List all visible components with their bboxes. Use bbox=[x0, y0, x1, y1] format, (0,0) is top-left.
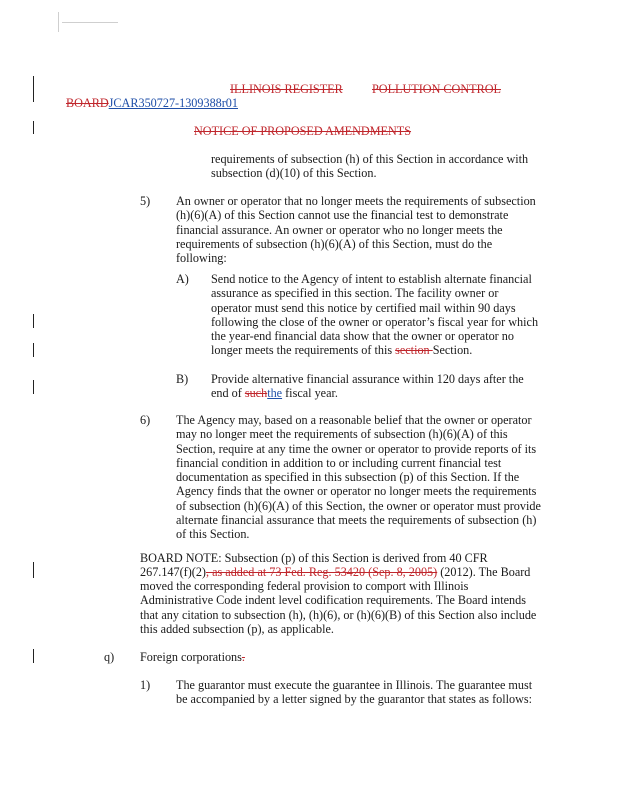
board-note-citation: 267.147(f)(2) bbox=[140, 565, 206, 579]
item-6-label: 6) bbox=[140, 413, 151, 427]
change-bar bbox=[33, 649, 34, 663]
item-q-label: q) bbox=[104, 650, 115, 664]
item-5-text: An owner or operator that no longer meets the requirements of subsection (h)(6)(A) of this Section cannot use the financial test to demonstrate financial assurance. An owner or operator who no longer meets the requirements of subsection (h)(6)(A) of this Section, must do the following: bbox=[176, 194, 536, 266]
item-a-text bbox=[211, 272, 538, 358]
jcar-reference: JCAR350727-1309388r01 bbox=[108, 96, 238, 110]
continuation-line-1: requirements of subsection (h) of this Section in accordance with bbox=[211, 152, 529, 166]
item-a-inserted: Section bbox=[432, 343, 470, 358]
board-note-deleted: , as added at 73 Fed. Reg. 53420 (Sep. 8, 2005) bbox=[206, 565, 438, 579]
register-header bbox=[230, 82, 343, 96]
item-b-suffix: fiscal year. bbox=[282, 386, 338, 400]
change-bar bbox=[33, 314, 34, 328]
change-bar bbox=[33, 343, 34, 357]
item-1-label: 1) bbox=[140, 678, 151, 692]
item-b-prefix: end of bbox=[211, 386, 245, 400]
item-1-text: The guarantor must execute the guarantee in Illinois. The guarantee must be accompanied by a letter signed by the guarantor that states as follows: bbox=[176, 678, 533, 707]
change-bar bbox=[33, 121, 34, 134]
continuation-line-2: subsection (d)(10) of this Section. bbox=[211, 166, 377, 180]
scan-mark bbox=[62, 22, 118, 23]
item-b-inserted: the bbox=[267, 386, 283, 400]
change-bar bbox=[33, 380, 34, 394]
item-b-line-1: Provide alternative financial assurance within 120 days after the bbox=[211, 372, 524, 386]
board-note-line-2 bbox=[140, 565, 530, 579]
item-a-deleted: section bbox=[395, 343, 433, 358]
item-q-title-text: Foreign corporations bbox=[140, 650, 242, 664]
item-6-text: The Agency may, based on a reasonable belief that the owner or operator may no longer meet the requirements of subsection (h)(6)(A) of this Section, require at any time the owner or operator to provide reports of its financial condition in addition to or including current financial test documentation as specified in this subsection (p) of this Section. If the Agency finds that the owner or operator no longer meets the requirements of subsection (h)(6)(A) of this Section, the owner or operator must provide alternate financial assurance that meets the requirements of subsection (h) of this Section. bbox=[176, 413, 541, 542]
item-b-deleted: such bbox=[244, 386, 268, 400]
item-q-deleted: . bbox=[241, 650, 245, 664]
board-note-line-1: BOARD NOTE: Subsection (p) of this Section is derived from 40 CFR bbox=[140, 551, 488, 565]
board-suffix: BOARD bbox=[66, 96, 109, 110]
board-jcar-line bbox=[66, 96, 238, 110]
change-bar bbox=[33, 76, 34, 102]
item-a-end: . bbox=[469, 343, 473, 358]
register-title: ILLINOIS REGISTER bbox=[230, 82, 343, 96]
item-a-body: Send notice to the Agency of intent to establish alternate financial assurance as specified in this section. The facility owner or operator must send this notice by certified mail within 90 days following the close of the owner or operator’s fiscal year for which the year-end financial data show that the owner or operator no longer meets the requirements of this bbox=[211, 272, 539, 358]
notice-title: NOTICE OF PROPOSED AMENDMENTS bbox=[194, 124, 412, 138]
item-b-line-2 bbox=[211, 386, 338, 400]
item-a-label: A) bbox=[176, 272, 189, 286]
board-note-rest: moved the corresponding federal provision to comport with Illinois Administrative Code indent level codification requirements. The Board intends that any citation to subsection (h), (h)(6), or (h)(6)(B) of this Section also include this added subsection (p), as applicable. bbox=[140, 579, 537, 636]
item-q-title bbox=[140, 650, 245, 664]
item-b-label: B) bbox=[176, 372, 189, 386]
scan-mark bbox=[58, 12, 59, 32]
board-note-year: (2012). The Board bbox=[437, 565, 531, 579]
change-bar bbox=[33, 562, 34, 578]
item-5-label: 5) bbox=[140, 194, 151, 208]
board-header bbox=[372, 82, 501, 96]
board-name: POLLUTION CONTROL bbox=[372, 82, 501, 96]
